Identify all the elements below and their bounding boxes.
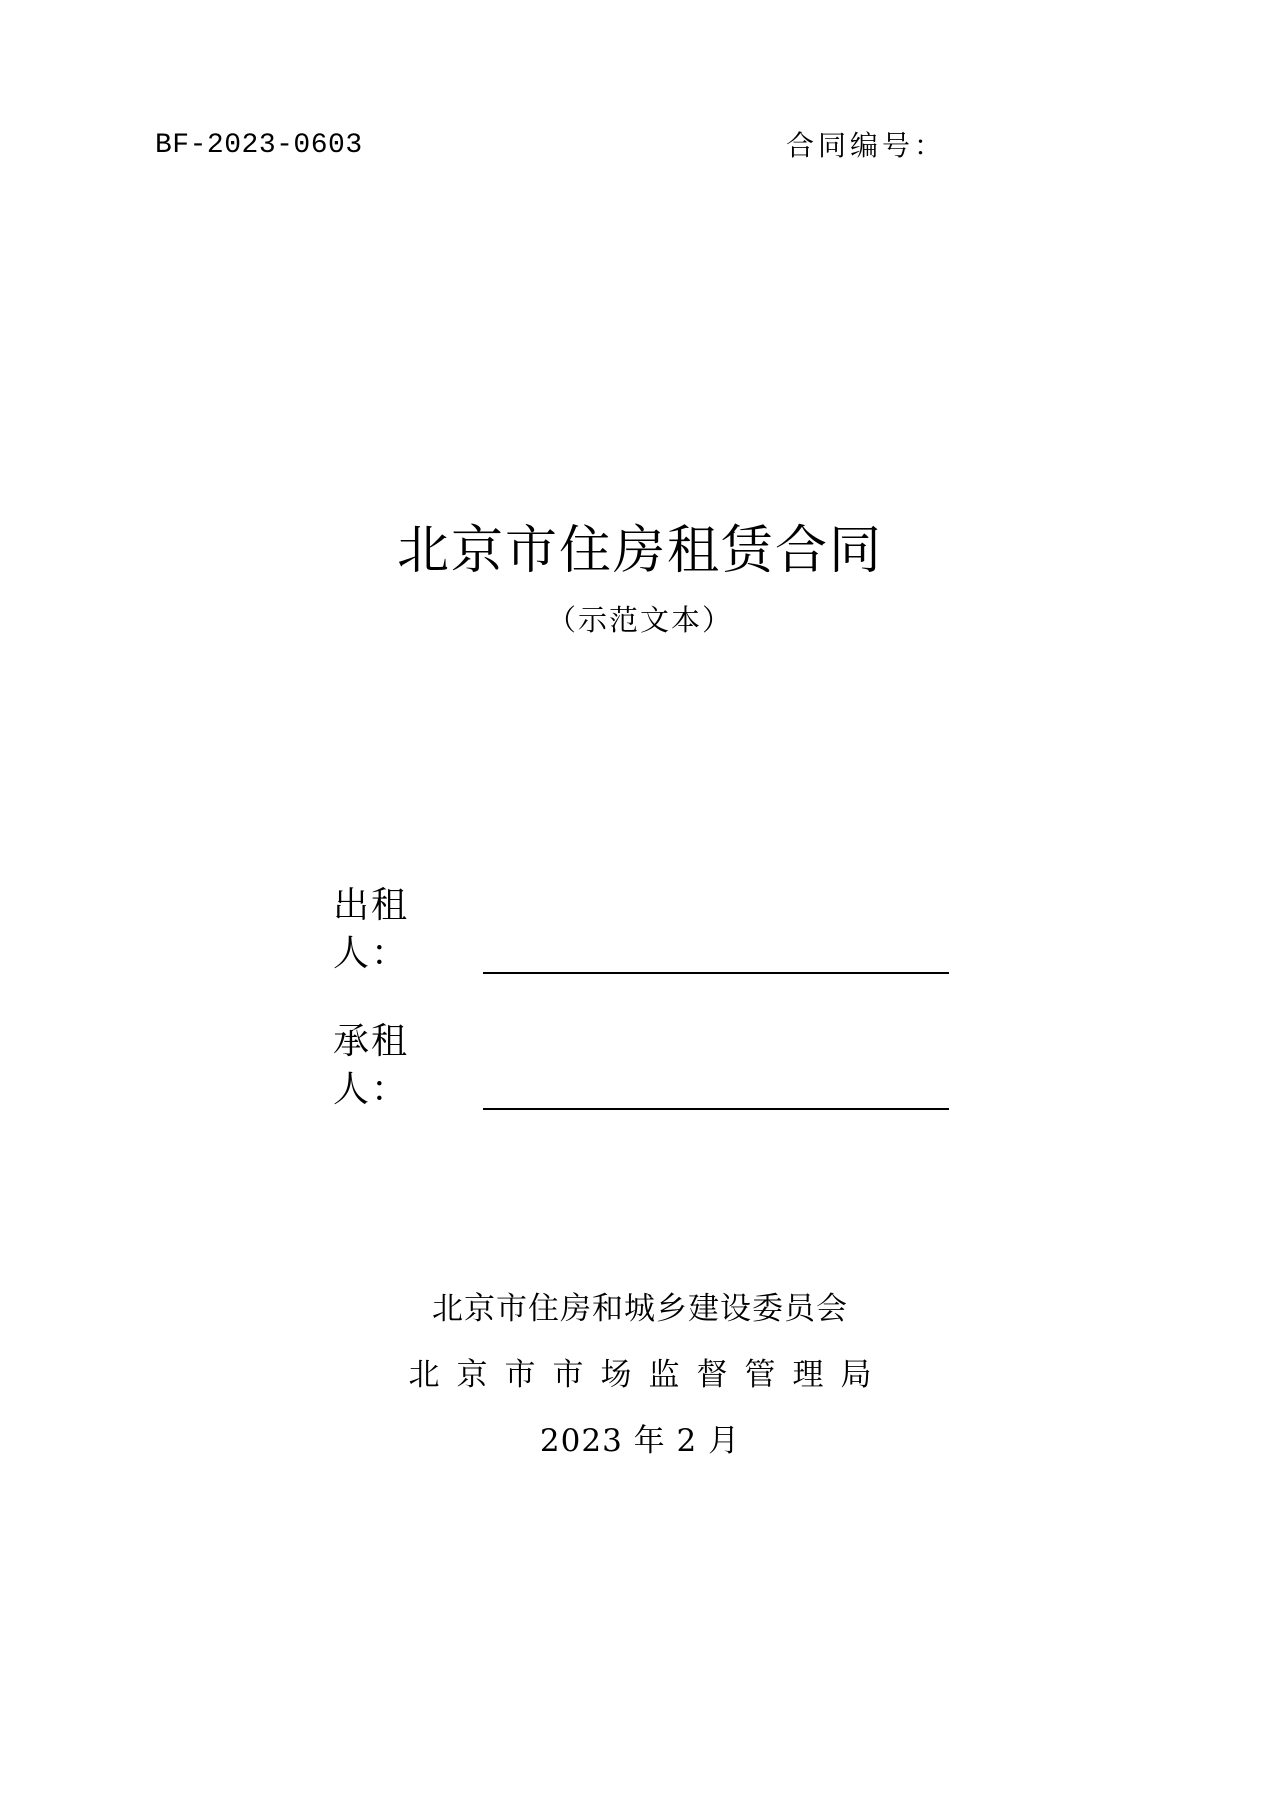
issue-date: 2023 年 2 月: [539, 1423, 741, 1459]
lessor-blank-line[interactable]: [483, 930, 949, 974]
issuer-housing-commission: 北京市住房和城乡建设委员会: [432, 1291, 848, 1327]
lessee-row: [333, 1018, 949, 1114]
document-code: BF-2023-0603: [155, 130, 363, 161]
lessee-label: 承租人：: [333, 1021, 410, 1110]
contract-number-label: 合同编号：: [786, 129, 947, 162]
lessor-label: 出租人：: [333, 885, 410, 974]
document-subtitle: （示范文本）: [546, 603, 733, 637]
document-title: 北京市住房租赁合同: [396, 521, 883, 581]
lessee-blank-line[interactable]: [483, 1066, 949, 1110]
lessor-row: [333, 882, 949, 978]
issuer-market-regulation-bureau: 北京市市场监督管理局: [408, 1357, 889, 1393]
